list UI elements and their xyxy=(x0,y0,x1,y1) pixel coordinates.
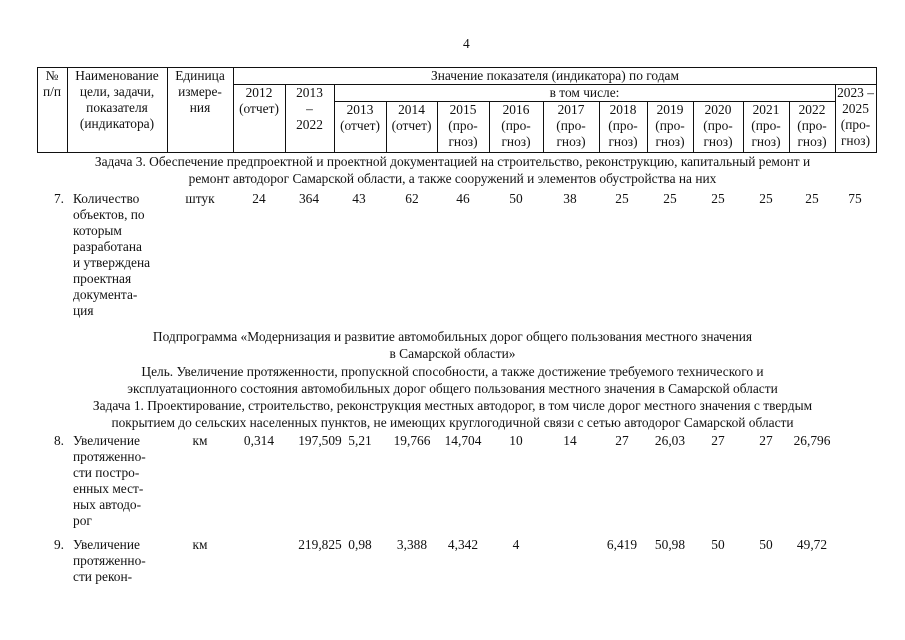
header-sub-year-year: 2015 xyxy=(449,102,477,117)
row8-number: 8. xyxy=(53,433,64,448)
header-sub-year-year: 2017 xyxy=(557,102,585,117)
header-sub-year-l1: (про- xyxy=(751,118,781,133)
header-sub-year-cell xyxy=(789,102,835,150)
header-sub-year-cell xyxy=(386,102,437,134)
task1-line1: Задача 1. Проектирование, строительство, реконструкция местных автодорог, в том числе дорог местного значения с твердым xyxy=(92,398,813,413)
row7-name: Количество объектов, по которым разработана и утверждена проектная документа- ция xyxy=(73,191,151,318)
value-cell: 0,98 xyxy=(348,537,372,552)
header-values-group: Значение показателя (индикатора) по годам xyxy=(431,68,679,83)
task1-line2: покрытием до сельских населенных пунктов, не имеющих круглогодичной связи с сетью автодорог Самарской области xyxy=(111,415,794,430)
header-sub-year-cell xyxy=(543,102,599,150)
subprogram-title-line2: в Самарской области» xyxy=(389,346,516,361)
header-sub-year-year: 2022 xyxy=(798,102,826,117)
header-sub-year-l1: (про- xyxy=(655,118,685,133)
subprogram-title-line1: Подпрограмма «Модернизация и развитие автомобильных дорог общего пользования местного значения xyxy=(152,329,753,344)
value-cell: 27 xyxy=(615,433,629,448)
header-sub-year-year: 2014 xyxy=(398,102,425,117)
value-cell: 27 xyxy=(711,433,725,448)
header-2013-2022: 2013 – 2022 xyxy=(296,85,323,132)
header-sub-year-l1: (про- xyxy=(556,118,586,133)
header-sub-year-year: 2016 xyxy=(502,102,530,117)
header-sub-year-year: 2021 xyxy=(752,102,780,117)
value-cell: 26,796 xyxy=(793,433,831,448)
value-cell: 75 xyxy=(848,191,862,206)
row9-name: Увеличение протяженно- сти рекон- xyxy=(73,537,146,584)
value-cell: 4 xyxy=(512,537,520,552)
header-sub-year-l1: (отчет) xyxy=(391,118,432,133)
value-cell: 62 xyxy=(405,191,419,206)
header-sub-year-cell xyxy=(693,102,743,150)
task3-line2: ремонт автодорог Самарской области, а также сооружений и элементов обустройства на них xyxy=(188,171,717,186)
header-sub-year-year: 2020 xyxy=(704,102,732,117)
page-number: 4 xyxy=(463,36,470,51)
header-sub-year-l1: (про- xyxy=(608,118,638,133)
header-sub-year-year: 2019 xyxy=(656,102,684,117)
header-sub-year-l1: (отчет) xyxy=(340,118,380,133)
value-cell: 219,825 xyxy=(298,537,342,552)
header-unit: Единица измере- ния xyxy=(175,68,225,115)
row8-unit: км xyxy=(192,433,208,448)
value-cell: 25 xyxy=(759,191,773,206)
header-name: Наименование цели, задачи, показателя (индикатора) xyxy=(75,68,159,131)
value-cell: 38 xyxy=(563,191,577,206)
task3-line1: Задача 3. Обеспечение предпроектной и проектной документацией на строительство, реконструкцию, капитальный ремонт и xyxy=(94,154,811,169)
header-sub-year-l1: (про- xyxy=(501,118,531,133)
goal-line2: эксплуатационного состояния автомобильных дорог общего пользования местного значения в Самарской области xyxy=(127,381,778,396)
value-cell: 3,388 xyxy=(396,537,428,552)
row9-number: 9. xyxy=(53,537,64,552)
value-cell: 24 xyxy=(252,191,266,206)
header-number: № п/п xyxy=(42,68,62,99)
header-sub-year-year: 2013 xyxy=(346,102,374,117)
row8-name: Увеличение протяженно- сти постро- енных мест- ных автодо- рог xyxy=(73,433,146,528)
header-sub-year-year: 2018 xyxy=(609,102,637,117)
header-sub-year-l2: гноз) xyxy=(608,134,638,149)
header-sub-year-l1: (про- xyxy=(703,118,733,133)
header-sub-year-l1: (про- xyxy=(797,118,827,133)
header-sub-year-cell xyxy=(489,102,543,150)
header-sub-year-l2: гноз) xyxy=(751,134,781,149)
value-cell: 25 xyxy=(711,191,725,206)
header-sub-year-cell xyxy=(743,102,789,150)
header-sub-year-l2: гноз) xyxy=(703,134,733,149)
value-cell: 50,98 xyxy=(654,537,686,552)
header-sub-year-l2: гноз) xyxy=(556,134,586,149)
value-cell: 50 xyxy=(711,537,725,552)
header-2023-2025: 2023 – 2025 (про- гноз) xyxy=(837,85,874,148)
value-cell: 27 xyxy=(759,433,773,448)
row7-unit: штук xyxy=(185,191,215,206)
header-sub-year-cell xyxy=(437,102,489,150)
value-cell: 26,03 xyxy=(654,433,686,448)
header-including: в том числе: xyxy=(549,85,620,100)
value-cell: 49,72 xyxy=(796,537,828,552)
header-sub-year-l2: гноз) xyxy=(797,134,827,149)
header-sub-year-l1: (про- xyxy=(448,118,478,133)
goal-line1: Цель. Увеличение протяженности, пропускной способности, а также достижение требуемого технического и xyxy=(141,364,764,379)
value-cell: 25 xyxy=(615,191,629,206)
value-cell: 19,766 xyxy=(393,433,431,448)
value-cell: 25 xyxy=(805,191,819,206)
header-sub-year-l2: гноз) xyxy=(501,134,531,149)
value-cell: 10 xyxy=(509,433,523,448)
value-cell: 0,314 xyxy=(243,433,275,448)
row7-number: 7. xyxy=(53,191,64,206)
row9-unit: км xyxy=(192,537,208,552)
header-sub-year-cell xyxy=(647,102,693,150)
value-cell: 46 xyxy=(456,191,470,206)
value-cell: 25 xyxy=(663,191,677,206)
value-cell: 50 xyxy=(759,537,773,552)
value-cell: 197,509 xyxy=(298,433,342,448)
header-2012: 2012 (отчет) xyxy=(239,85,279,116)
header-sub-year-cell xyxy=(599,102,647,150)
value-cell: 364 xyxy=(298,191,320,206)
value-cell: 4,342 xyxy=(447,537,479,552)
value-cell: 43 xyxy=(352,191,366,206)
header-sub-year-l2: гноз) xyxy=(655,134,685,149)
value-cell: 5,21 xyxy=(348,433,372,448)
value-cell: 14 xyxy=(563,433,577,448)
header-sub-year-l2: гноз) xyxy=(448,134,478,149)
value-cell: 6,419 xyxy=(606,537,638,552)
value-cell: 14,704 xyxy=(444,433,482,448)
value-cell: 50 xyxy=(509,191,523,206)
header-sub-year-cell xyxy=(334,102,386,134)
